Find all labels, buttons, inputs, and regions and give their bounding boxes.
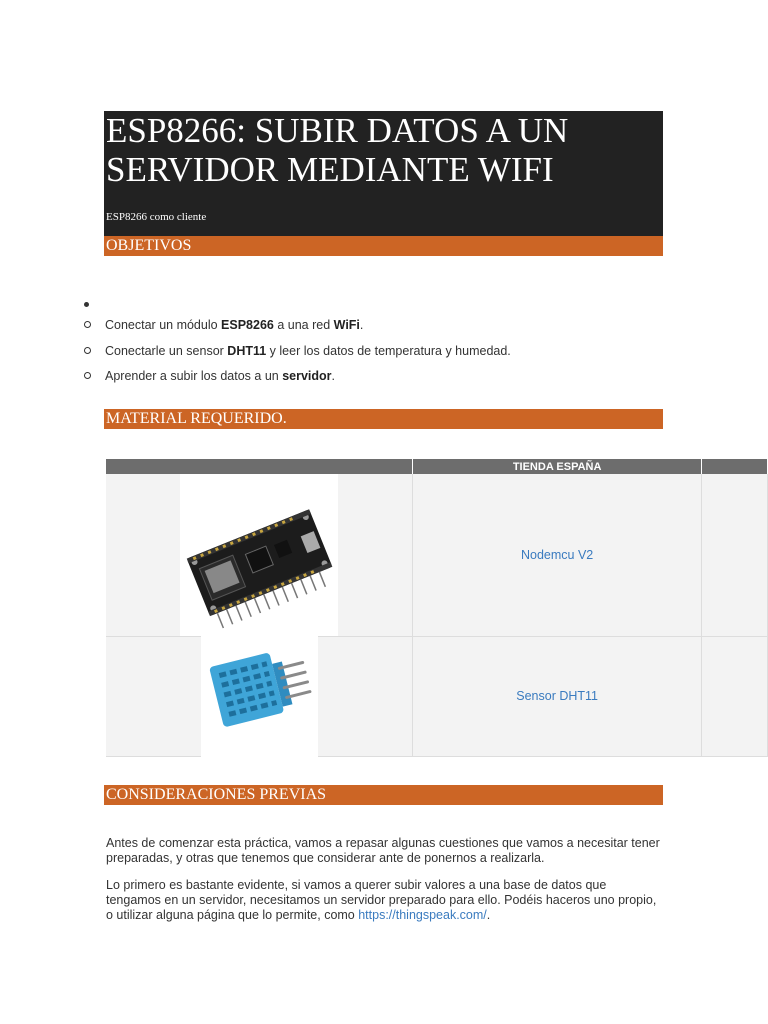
section-material: MATERIAL REQUERIDO. [104, 409, 663, 429]
paragraph: Lo primero es bastante evidente, si vamos a querer subir valores a una base de datos que tengamos en un servidor, necesitamos un servidor preparado para ello. Podéis haceros uno propio, o utilizar alguna página que lo permite, como https://thingspeak.com/. [106, 878, 657, 922]
section-consideraciones: CONSIDERACIONES PREVIAS [104, 785, 663, 805]
product-image-cell [106, 636, 413, 756]
table-empty-cell [702, 474, 768, 636]
list-item: Aprender a subir los datos a un servidor. [84, 369, 335, 383]
paragraph: Antes de comenzar esta práctica, vamos a repasar algunas cuestiones que vamos a necesitar tener preparadas, y otras que tenemos que considerar ante de ponernos a realizarla. [106, 836, 660, 865]
table-row [106, 474, 768, 636]
material-table [106, 459, 768, 757]
dht11-image [201, 634, 318, 758]
page-title: ESP8266: SUBIR DATOS A UN SERVIDOR MEDIANTE WIFI [106, 111, 569, 189]
nodemcu-link[interactable]: Nodemcu V2 [521, 547, 594, 562]
table-header-row [106, 459, 768, 474]
list-item: Conectar un módulo ESP8266 a una red WiFi. [84, 318, 363, 332]
circle-bullet-icon [84, 321, 91, 328]
product-link-cell [413, 636, 702, 756]
section-objetivos: OBJETIVOS [104, 236, 663, 256]
table-header-cell [106, 459, 413, 474]
dht11-link[interactable]: Sensor DHT11 [516, 689, 598, 703]
nodemcu-image [180, 474, 338, 636]
table-header-cell [702, 459, 768, 474]
page-subtitle: ESP8266 como cliente [106, 211, 207, 223]
product-link-cell [413, 474, 702, 636]
product-image-cell [106, 474, 413, 636]
table-empty-cell [702, 636, 768, 756]
table-row [106, 636, 768, 756]
circle-bullet-icon [84, 347, 91, 354]
table-header-cell: TIENDA ESPAÑA [413, 459, 702, 474]
bullet-dot [84, 302, 89, 307]
thingspeak-link[interactable]: https://thingspeak.com/ [358, 908, 487, 922]
circle-bullet-icon [84, 372, 91, 379]
title-block [104, 111, 663, 236]
list-item: Conectarle un sensor DHT11 y leer los datos de temperatura y humedad. [84, 344, 511, 358]
